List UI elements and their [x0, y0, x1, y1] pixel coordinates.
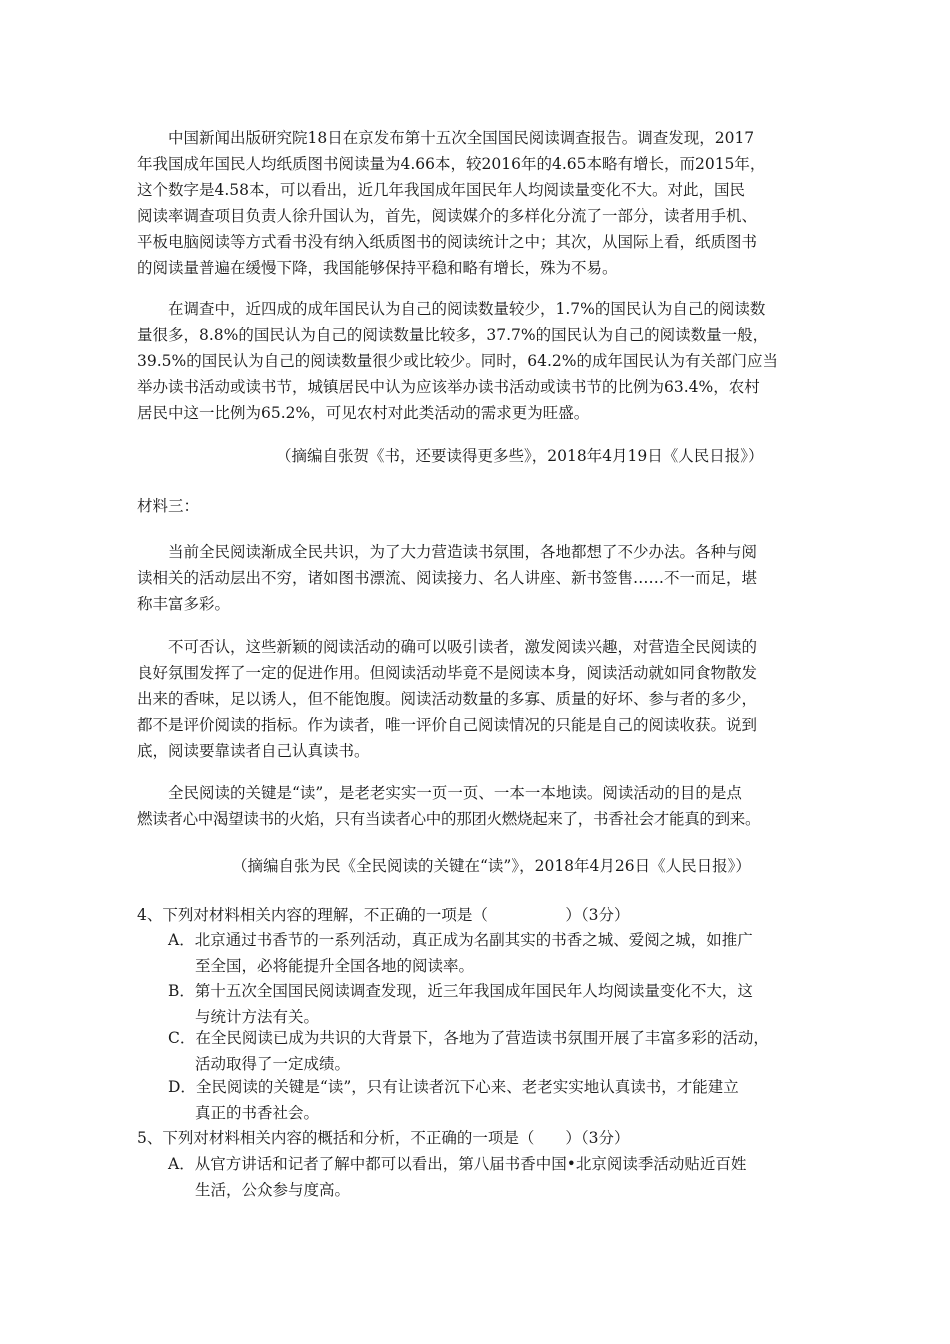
text-line: 量很多，8.8%的国民认为自己的阅读数量比较多，37.7%的国民认为自己的阅读数量一般， — [137, 326, 769, 344]
option-text: 至全国，必将能提升全国各地的阅读率。 — [195, 957, 475, 975]
option-text: A．从官方讲话和记者了解中都可以看出，第八届书香中国•北京阅读季活动贴近百姓 — [168, 1155, 747, 1173]
text-line: 居民中这一比例为65.2%，可见农村对此类活动的需求更为旺盛。 — [137, 404, 590, 422]
text-line: 中国新闻出版研究院18日在京发布第十五次全国国民阅读调查报告。调查发现，2017 — [168, 129, 755, 147]
text-line: 出来的香味，足以诱人，但不能饱腹。阅读活动数量的多寡、质量的好坏、参与者的多少， — [137, 690, 758, 708]
text-line: 不可否认，这些新颖的阅读活动的确可以吸引读者，激发阅读兴趣，对营造全民阅读的 — [168, 638, 758, 656]
option-text: A．北京通过书香节的一系列活动，真正成为名副其实的书香之城、爱阅之城，如推广 — [168, 931, 753, 949]
question-4-option-c[interactable] — [168, 1025, 828, 1077]
paragraph-survey-results — [137, 125, 819, 281]
option-text: 生活，公众参与度高。 — [195, 1181, 351, 1199]
option-text: C．在全民阅读已成为共识的大背景下，各地为了营造读书氛围开展了丰富多彩的活动， — [168, 1029, 769, 1047]
source-citation: （摘编自张为民《全民阅读的关键在“读”》，2018年4月26日《人民日报》） — [232, 857, 751, 875]
option-text: 活动取得了一定成绩。 — [195, 1055, 351, 1073]
question-4-stem: 4、下列对材料相关内容的理解，不正确的一项是（ ）（3分） — [137, 906, 630, 924]
text-line: 在调查中，近四成的成年国民认为自己的阅读数量较少，1.7%的国民认为自己的阅读数 — [168, 300, 766, 318]
text-line: 都不是评价阅读的指标。作为读者，唯一评价自己阅读情况的只能是自己的阅读收获。说到 — [137, 716, 758, 734]
option-text: B．第十五次全国国民阅读调查发现，近三年我国成年国民年人均阅读量变化不大，这 — [168, 982, 753, 1000]
question-5-option-a[interactable] — [168, 1151, 828, 1203]
text-line: 阅读率调查项目负责人徐升国认为，首先，阅读媒介的多样化分流了一部分，读者用手机、 — [137, 207, 758, 225]
paragraph-activity-limits — [137, 634, 819, 764]
text-line: 良好氛围发挥了一定的促进作用。但阅读活动毕竟不是阅读本身，阅读活动就如同食物散发 — [137, 664, 758, 682]
text-line: 燃读者心中渴望读书的火焰，只有当读者心中的那团火燃烧起来了，书香社会才能真的到来。 — [137, 810, 761, 828]
text-line: 当前全民阅读渐成全民共识，为了大力营造读书氛围，各地都想了不少办法。各种与阅 — [168, 543, 758, 561]
text-line: 平板电脑阅读等方式看书没有纳入纸质图书的阅读统计之中；其次，从国际上看，纸质图书 — [137, 233, 758, 251]
text-line: 的阅读量普遍在缓慢下降，我国能够保持平稳和略有增长，殊为不易。 — [137, 259, 618, 277]
text-line: 称丰富多彩。 — [137, 595, 231, 613]
paragraph-reading-activities — [137, 539, 819, 617]
option-text: 与统计方法有关。 — [195, 1008, 320, 1026]
text-line: 全民阅读的关键是“读”，是老老实实一页一页、一本一本地读。阅读活动的目的是点 — [168, 784, 742, 802]
question-4-option-a[interactable] — [168, 927, 828, 979]
text-line: 39.5%的国民认为自己的阅读数量很少或比较少。同时，64.2%的成年国民认为有关部门应当 — [137, 352, 778, 370]
text-line: 这个数字是4.58本，可以看出，近几年我国成年国民年人均阅读量变化不大。对此，国民 — [137, 181, 746, 199]
text-line: 底，阅读要靠读者自己认真读书。 — [137, 742, 370, 760]
text-line: 年我国成年国民人均纸质图书阅读量为4.66本，较2016年的4.65本略有增长，而2015年， — [137, 155, 766, 173]
question-4-option-b[interactable] — [168, 978, 828, 1030]
source-citation: （摘编自张贺《书，还要读得更多些》，2018年4月19日《人民日报》） — [276, 447, 764, 465]
text-line: 读相关的活动层出不穷，诸如图书漂流、阅读接力、名人讲座、新书签售……不一而足，堪 — [137, 569, 758, 587]
question-4-option-d[interactable] — [168, 1074, 828, 1126]
option-text: D．全民阅读的关键是“读”，只有让读者沉下心来、老老实实地认真读书，才能建立 — [168, 1078, 739, 1096]
question-5-stem: 5、下列对材料相关内容的概括和分析，不正确的一项是（ ）（3分） — [137, 1129, 630, 1147]
paragraph-reading-key — [137, 780, 819, 832]
option-text: 真正的书香社会。 — [195, 1104, 320, 1122]
text-line: 举办读书活动或读书节，城镇居民中认为应该举办读书活动或读书节的比例为63.4%，农村 — [137, 378, 760, 396]
material-label: 材料三： — [137, 497, 200, 515]
paragraph-reading-quantity — [137, 296, 819, 426]
